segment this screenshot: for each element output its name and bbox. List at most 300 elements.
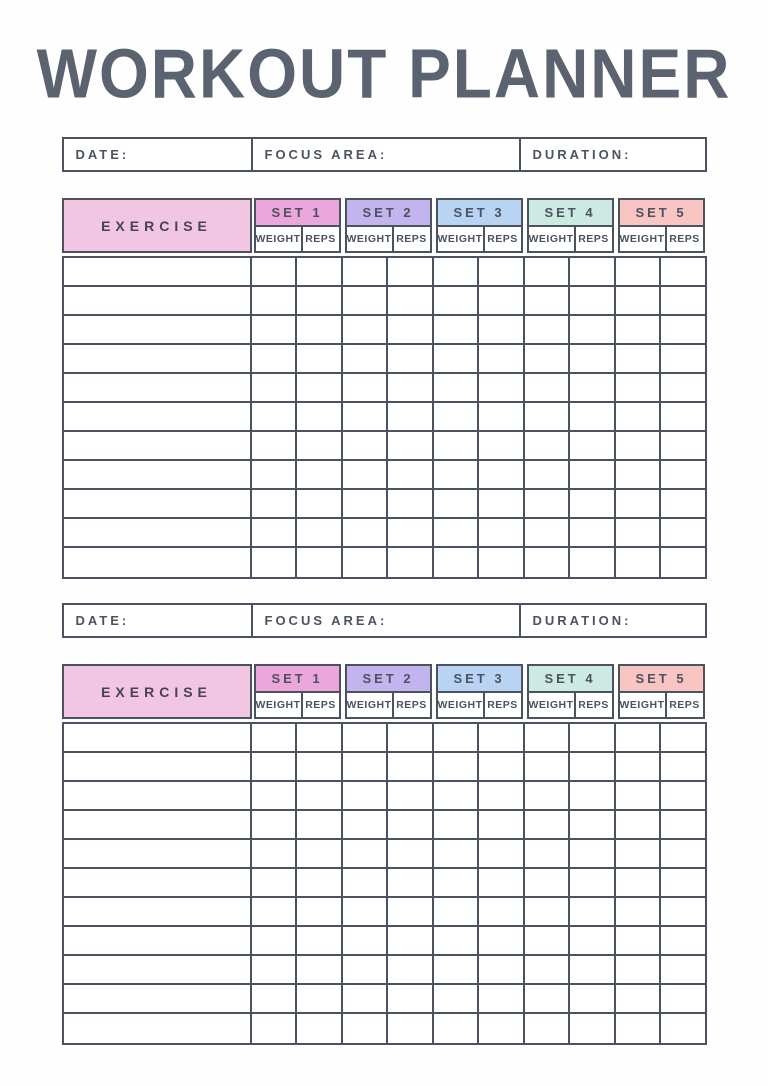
set-group <box>616 198 707 253</box>
reps-cell[interactable] <box>479 519 525 546</box>
reps-cell[interactable] <box>297 345 343 372</box>
reps-cell[interactable] <box>661 811 705 838</box>
reps-cell[interactable] <box>570 1014 616 1043</box>
weight-cell[interactable] <box>434 403 480 430</box>
reps-cell[interactable] <box>388 869 434 896</box>
weight-cell[interactable] <box>343 345 389 372</box>
reps-cell[interactable] <box>388 287 434 314</box>
reps-cell[interactable] <box>388 1014 434 1043</box>
reps-cell[interactable] <box>661 519 705 546</box>
exercise-cell[interactable] <box>64 432 252 459</box>
weight-cell[interactable] <box>616 403 662 430</box>
weight-cell[interactable] <box>525 316 571 343</box>
reps-header: REPS <box>667 225 705 253</box>
exercise-cell[interactable] <box>64 258 252 285</box>
weight-cell[interactable] <box>252 956 298 983</box>
weight-cell[interactable] <box>343 840 389 867</box>
weight-header: WEIGHT <box>254 691 303 719</box>
reps-cell[interactable] <box>479 1014 525 1043</box>
reps-cell[interactable] <box>479 985 525 1012</box>
page-title: WORKOUT PLANNER <box>36 35 732 113</box>
exercise-cell[interactable] <box>64 898 252 925</box>
exercise-cell[interactable] <box>64 461 252 488</box>
exercise-cell[interactable] <box>64 374 252 401</box>
weight-cell[interactable] <box>616 956 662 983</box>
table-row <box>64 490 705 519</box>
date-field[interactable] <box>64 605 253 636</box>
weight-cell[interactable] <box>343 258 389 285</box>
reps-cell[interactable] <box>570 840 616 867</box>
reps-cell[interactable] <box>297 461 343 488</box>
reps-cell[interactable] <box>661 927 705 954</box>
reps-cell[interactable] <box>570 782 616 809</box>
weight-cell[interactable] <box>343 432 389 459</box>
reps-cell[interactable] <box>388 258 434 285</box>
reps-cell[interactable] <box>661 432 705 459</box>
reps-cell[interactable] <box>388 753 434 780</box>
weight-cell[interactable] <box>434 258 480 285</box>
reps-header: REPS <box>394 225 432 253</box>
reps-cell[interactable] <box>297 258 343 285</box>
reps-cell[interactable] <box>388 432 434 459</box>
exercise-cell[interactable] <box>64 985 252 1012</box>
reps-cell[interactable] <box>479 403 525 430</box>
weight-cell[interactable] <box>525 374 571 401</box>
reps-cell[interactable] <box>570 490 616 517</box>
weight-cell[interactable] <box>616 548 662 577</box>
weight-cell[interactable] <box>525 753 571 780</box>
reps-cell[interactable] <box>570 345 616 372</box>
weight-cell[interactable] <box>616 432 662 459</box>
reps-cell[interactable] <box>388 927 434 954</box>
reps-cell[interactable] <box>479 724 525 751</box>
set-header: SET 5 <box>618 198 705 225</box>
reps-cell[interactable] <box>661 316 705 343</box>
weight-cell[interactable] <box>616 811 662 838</box>
weight-cell[interactable] <box>343 782 389 809</box>
reps-cell[interactable] <box>570 811 616 838</box>
reps-cell[interactable] <box>479 927 525 954</box>
reps-cell[interactable] <box>297 287 343 314</box>
reps-cell[interactable] <box>570 432 616 459</box>
weight-cell[interactable] <box>434 869 480 896</box>
set-header: SET 1 <box>254 664 341 691</box>
weight-header: WEIGHT <box>618 225 667 253</box>
weight-cell[interactable] <box>434 811 480 838</box>
weight-cell[interactable] <box>343 898 389 925</box>
reps-cell[interactable] <box>297 927 343 954</box>
weight-cell[interactable] <box>525 258 571 285</box>
reps-cell[interactable] <box>479 461 525 488</box>
weight-cell[interactable] <box>525 956 571 983</box>
weight-cell[interactable] <box>343 374 389 401</box>
weight-cell[interactable] <box>252 869 298 896</box>
reps-cell[interactable] <box>297 490 343 517</box>
reps-cell[interactable] <box>388 840 434 867</box>
weight-cell[interactable] <box>616 898 662 925</box>
weight-header: WEIGHT <box>436 691 485 719</box>
sub-header-row <box>527 691 614 719</box>
table-row <box>64 345 705 374</box>
weight-cell[interactable] <box>252 316 298 343</box>
exercise-cell[interactable] <box>64 956 252 983</box>
exercise-cell[interactable] <box>64 548 252 577</box>
reps-cell[interactable] <box>570 956 616 983</box>
weight-cell[interactable] <box>434 490 480 517</box>
exercise-cell[interactable] <box>64 316 252 343</box>
weight-cell[interactable] <box>343 724 389 751</box>
session-info-bar <box>62 137 707 172</box>
reps-cell[interactable] <box>388 374 434 401</box>
reps-cell[interactable] <box>479 345 525 372</box>
reps-cell[interactable] <box>570 724 616 751</box>
weight-cell[interactable] <box>252 258 298 285</box>
weight-cell[interactable] <box>525 985 571 1012</box>
weight-cell[interactable] <box>525 461 571 488</box>
reps-cell[interactable] <box>388 316 434 343</box>
exercise-cell[interactable] <box>64 869 252 896</box>
duration-field[interactable] <box>521 139 705 170</box>
weight-cell[interactable] <box>434 432 480 459</box>
weight-cell[interactable] <box>525 840 571 867</box>
reps-cell[interactable] <box>297 840 343 867</box>
reps-cell[interactable] <box>388 985 434 1012</box>
reps-cell[interactable] <box>388 956 434 983</box>
weight-cell[interactable] <box>252 403 298 430</box>
weight-cell[interactable] <box>343 519 389 546</box>
reps-cell[interactable] <box>479 548 525 577</box>
weight-cell[interactable] <box>434 316 480 343</box>
weight-cell[interactable] <box>616 374 662 401</box>
reps-cell[interactable] <box>661 956 705 983</box>
reps-cell[interactable] <box>297 753 343 780</box>
weight-cell[interactable] <box>252 724 298 751</box>
weight-cell[interactable] <box>616 869 662 896</box>
sub-header-row <box>527 225 614 253</box>
reps-cell[interactable] <box>388 519 434 546</box>
set-header: SET 1 <box>254 198 341 225</box>
reps-cell[interactable] <box>297 898 343 925</box>
exercise-cell[interactable] <box>64 840 252 867</box>
set-group <box>252 198 343 253</box>
reps-cell[interactable] <box>661 985 705 1012</box>
workout-section <box>62 603 707 1045</box>
workout-table <box>62 198 707 579</box>
reps-cell[interactable] <box>661 869 705 896</box>
weight-cell[interactable] <box>525 548 571 577</box>
sub-header-row <box>254 691 341 719</box>
reps-cell[interactable] <box>479 753 525 780</box>
reps-cell[interactable] <box>479 287 525 314</box>
weight-cell[interactable] <box>525 287 571 314</box>
reps-cell[interactable] <box>297 985 343 1012</box>
weight-cell[interactable] <box>343 985 389 1012</box>
focus-area-field[interactable] <box>253 139 521 170</box>
weight-cell[interactable] <box>616 840 662 867</box>
weight-cell[interactable] <box>434 956 480 983</box>
weight-cell[interactable] <box>525 724 571 751</box>
exercise-column-header: EXERCISE <box>62 664 252 719</box>
weight-cell[interactable] <box>252 840 298 867</box>
set-header: SET 4 <box>527 198 614 225</box>
weight-cell[interactable] <box>525 490 571 517</box>
reps-cell[interactable] <box>297 432 343 459</box>
focus-area-label: FOCUS AREA: <box>264 147 388 162</box>
weight-cell[interactable] <box>252 1014 298 1043</box>
weight-cell[interactable] <box>616 490 662 517</box>
reps-cell[interactable] <box>570 258 616 285</box>
weight-cell[interactable] <box>525 869 571 896</box>
reps-cell[interactable] <box>479 898 525 925</box>
reps-cell[interactable] <box>297 724 343 751</box>
table-row <box>64 927 705 956</box>
reps-cell[interactable] <box>570 869 616 896</box>
set-header: SET 3 <box>436 198 523 225</box>
weight-cell[interactable] <box>343 548 389 577</box>
reps-cell[interactable] <box>297 548 343 577</box>
table-row <box>64 403 705 432</box>
reps-cell[interactable] <box>297 956 343 983</box>
weight-cell[interactable] <box>434 898 480 925</box>
weight-cell[interactable] <box>252 374 298 401</box>
exercise-cell[interactable] <box>64 724 252 751</box>
reps-cell[interactable] <box>388 898 434 925</box>
weight-cell[interactable] <box>434 548 480 577</box>
reps-cell[interactable] <box>661 724 705 751</box>
weight-cell[interactable] <box>434 374 480 401</box>
weight-cell[interactable] <box>343 753 389 780</box>
weight-cell[interactable] <box>343 403 389 430</box>
weight-cell[interactable] <box>616 782 662 809</box>
reps-cell[interactable] <box>479 258 525 285</box>
reps-cell[interactable] <box>479 840 525 867</box>
weight-cell[interactable] <box>616 287 662 314</box>
weight-cell[interactable] <box>434 985 480 1012</box>
weight-cell[interactable] <box>252 461 298 488</box>
weight-cell[interactable] <box>252 782 298 809</box>
reps-cell[interactable] <box>661 782 705 809</box>
weight-cell[interactable] <box>525 1014 571 1043</box>
weight-cell[interactable] <box>434 724 480 751</box>
weight-cell[interactable] <box>252 927 298 954</box>
exercise-cell[interactable] <box>64 519 252 546</box>
table-header <box>62 198 707 253</box>
reps-cell[interactable] <box>479 490 525 517</box>
reps-cell[interactable] <box>479 956 525 983</box>
exercise-cell[interactable] <box>64 782 252 809</box>
reps-cell[interactable] <box>297 374 343 401</box>
sub-header-row <box>345 691 432 719</box>
reps-cell[interactable] <box>479 374 525 401</box>
reps-cell[interactable] <box>661 403 705 430</box>
table-row <box>64 519 705 548</box>
reps-cell[interactable] <box>570 898 616 925</box>
weight-cell[interactable] <box>343 869 389 896</box>
sub-header-row <box>436 691 523 719</box>
reps-cell[interactable] <box>661 548 705 577</box>
reps-cell[interactable] <box>570 403 616 430</box>
reps-cell[interactable] <box>661 840 705 867</box>
reps-cell[interactable] <box>661 287 705 314</box>
weight-cell[interactable] <box>343 461 389 488</box>
exercise-cell[interactable] <box>64 403 252 430</box>
weight-cell[interactable] <box>343 316 389 343</box>
date-field[interactable] <box>64 139 253 170</box>
weight-cell[interactable] <box>252 345 298 372</box>
weight-cell[interactable] <box>252 287 298 314</box>
weight-cell[interactable] <box>252 811 298 838</box>
weight-cell[interactable] <box>525 432 571 459</box>
weight-header: WEIGHT <box>345 691 394 719</box>
weight-cell[interactable] <box>434 287 480 314</box>
weight-cell[interactable] <box>616 461 662 488</box>
weight-cell[interactable] <box>343 490 389 517</box>
exercise-cell[interactable] <box>64 927 252 954</box>
content-area <box>62 137 707 1045</box>
duration-label: DURATION: <box>532 147 632 162</box>
reps-cell[interactable] <box>570 316 616 343</box>
table-row <box>64 374 705 403</box>
reps-cell[interactable] <box>479 782 525 809</box>
weight-cell[interactable] <box>616 985 662 1012</box>
weight-header: WEIGHT <box>618 691 667 719</box>
reps-cell[interactable] <box>479 869 525 896</box>
weight-cell[interactable] <box>434 927 480 954</box>
reps-header: REPS <box>303 225 341 253</box>
reps-cell[interactable] <box>388 724 434 751</box>
weight-cell[interactable] <box>616 519 662 546</box>
reps-cell[interactable] <box>661 461 705 488</box>
reps-cell[interactable] <box>570 548 616 577</box>
exercise-column-header: EXERCISE <box>62 198 252 253</box>
reps-cell[interactable] <box>661 898 705 925</box>
reps-cell[interactable] <box>297 811 343 838</box>
reps-cell[interactable] <box>570 374 616 401</box>
exercise-cell[interactable] <box>64 490 252 517</box>
exercise-cell[interactable] <box>64 811 252 838</box>
weight-cell[interactable] <box>252 548 298 577</box>
weight-cell[interactable] <box>525 782 571 809</box>
weight-cell[interactable] <box>434 782 480 809</box>
reps-cell[interactable] <box>661 490 705 517</box>
weight-cell[interactable] <box>252 519 298 546</box>
duration-field[interactable] <box>521 605 705 636</box>
sub-header-row <box>436 225 523 253</box>
reps-cell[interactable] <box>479 811 525 838</box>
weight-cell[interactable] <box>434 840 480 867</box>
weight-cell[interactable] <box>525 519 571 546</box>
weight-cell[interactable] <box>616 345 662 372</box>
weight-cell[interactable] <box>616 724 662 751</box>
weight-cell[interactable] <box>343 956 389 983</box>
reps-cell[interactable] <box>388 811 434 838</box>
weight-cell[interactable] <box>434 461 480 488</box>
table-row <box>64 724 705 753</box>
focus-area-field[interactable] <box>253 605 521 636</box>
weight-header: WEIGHT <box>254 225 303 253</box>
weight-cell[interactable] <box>434 519 480 546</box>
reps-cell[interactable] <box>570 753 616 780</box>
reps-cell[interactable] <box>388 548 434 577</box>
set-group <box>616 664 707 719</box>
reps-cell[interactable] <box>661 345 705 372</box>
exercise-cell[interactable] <box>64 287 252 314</box>
reps-cell[interactable] <box>479 432 525 459</box>
weight-cell[interactable] <box>343 1014 389 1043</box>
weight-cell[interactable] <box>434 1014 480 1043</box>
weight-cell[interactable] <box>252 432 298 459</box>
reps-cell[interactable] <box>297 316 343 343</box>
weight-cell[interactable] <box>525 927 571 954</box>
weight-cell[interactable] <box>525 811 571 838</box>
reps-cell[interactable] <box>570 461 616 488</box>
weight-cell[interactable] <box>616 258 662 285</box>
weight-cell[interactable] <box>343 287 389 314</box>
set-group <box>434 664 525 719</box>
reps-header: REPS <box>576 691 614 719</box>
sub-header-row <box>618 225 705 253</box>
set-group <box>252 664 343 719</box>
weight-cell[interactable] <box>525 898 571 925</box>
weight-header: WEIGHT <box>527 225 576 253</box>
reps-cell[interactable] <box>388 461 434 488</box>
reps-cell[interactable] <box>297 869 343 896</box>
set-header: SET 3 <box>436 664 523 691</box>
weight-cell[interactable] <box>343 811 389 838</box>
weight-cell[interactable] <box>434 345 480 372</box>
weight-cell[interactable] <box>616 753 662 780</box>
exercise-cell[interactable] <box>64 753 252 780</box>
weight-cell[interactable] <box>434 753 480 780</box>
reps-cell[interactable] <box>297 1014 343 1043</box>
reps-cell[interactable] <box>479 316 525 343</box>
weight-cell[interactable] <box>616 316 662 343</box>
reps-cell[interactable] <box>661 1014 705 1043</box>
reps-cell[interactable] <box>388 403 434 430</box>
reps-cell[interactable] <box>297 403 343 430</box>
weight-cell[interactable] <box>525 345 571 372</box>
reps-cell[interactable] <box>570 287 616 314</box>
table-row <box>64 956 705 985</box>
weight-cell[interactable] <box>343 927 389 954</box>
exercise-cell[interactable] <box>64 345 252 372</box>
date-label: DATE: <box>75 147 130 162</box>
weight-cell[interactable] <box>525 403 571 430</box>
reps-cell[interactable] <box>661 753 705 780</box>
table-row <box>64 782 705 811</box>
weight-cell[interactable] <box>252 898 298 925</box>
reps-cell[interactable] <box>570 985 616 1012</box>
reps-cell[interactable] <box>388 782 434 809</box>
reps-cell[interactable] <box>388 490 434 517</box>
reps-header: REPS <box>485 691 523 719</box>
reps-cell[interactable] <box>661 374 705 401</box>
weight-cell[interactable] <box>616 927 662 954</box>
reps-cell[interactable] <box>388 345 434 372</box>
reps-header: REPS <box>303 691 341 719</box>
reps-cell[interactable] <box>297 782 343 809</box>
reps-cell[interactable] <box>570 519 616 546</box>
exercise-cell[interactable] <box>64 1014 252 1043</box>
table-row <box>64 840 705 869</box>
weight-cell[interactable] <box>252 753 298 780</box>
reps-cell[interactable] <box>297 519 343 546</box>
weight-cell[interactable] <box>616 1014 662 1043</box>
weight-cell[interactable] <box>252 985 298 1012</box>
reps-cell[interactable] <box>570 927 616 954</box>
weight-cell[interactable] <box>252 490 298 517</box>
reps-cell[interactable] <box>661 258 705 285</box>
